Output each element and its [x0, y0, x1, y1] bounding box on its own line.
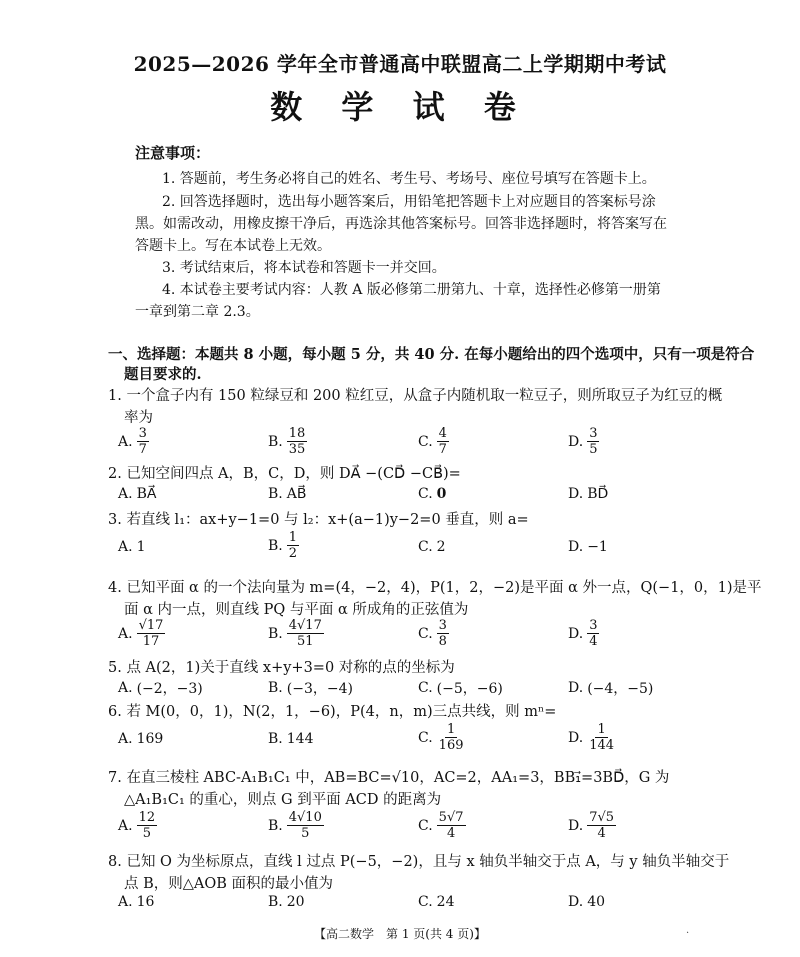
- option-a[interactable]: A. BA⃗: [118, 486, 157, 502]
- question-8-cont: 点 B，则△AOB 面积的最小值为: [124, 876, 334, 892]
- option-a[interactable]: A. $\frac{12}{5}$: [118, 810, 156, 841]
- option-d[interactable]: D. $\frac{7√5}{4}$: [568, 810, 615, 841]
- option-a[interactable]: A. 169: [118, 731, 164, 747]
- option-d[interactable]: D. $\frac{3}{4}$: [568, 618, 598, 649]
- scan-mark: ·: [686, 928, 690, 939]
- question-6: 6. 若 M(0，0，1)，N(2，1，−6)，P(4，n，m)三点共线，则 mⁿ=: [108, 704, 557, 720]
- notice-line: 3. 考试结束后，将本试卷和答题卡一并交回。: [162, 260, 446, 276]
- question-2: 2. 已知空间四点 A，B，C，D，则 DA⃗ −(CD⃗ −CB⃗)=: [108, 466, 461, 482]
- section-heading: 一、选择题：本题共 8 小题，每小题 5 分，共 40 分. 在每小题给出的四个选项中，只有一项是符合: [108, 346, 755, 363]
- option-b[interactable]: B. $\frac{1}{2}$: [268, 530, 298, 561]
- option-d[interactable]: D. BD⃗: [568, 486, 609, 502]
- option-c[interactable]: C. 24: [418, 894, 455, 910]
- notice-line: 1. 答题前，考生务必将自己的姓名、考生号、考场号、座位号填写在答题卡上。: [162, 171, 656, 187]
- option-b[interactable]: B. $\frac{4√10}{5}$: [268, 810, 322, 841]
- question-7-cont: △A₁B₁C₁ 的重心，则点 G 到平面 ACD 的距离为: [124, 792, 442, 808]
- option-c[interactable]: C. $\frac{1}{169}$: [418, 722, 464, 753]
- question-5: 5. 点 A(2，1)关于直线 x+y+3=0 对称的点的坐标为: [108, 660, 455, 676]
- question-1: 1. 一个盒子内有 150 粒绿豆和 200 粒红豆，从盒子内随机取一粒豆子，则所取豆子为红豆的概: [108, 388, 723, 404]
- option-d[interactable]: D. $\frac{1}{144}$: [568, 722, 615, 753]
- section-heading-cont: 题目要求的.: [124, 366, 202, 383]
- option-a[interactable]: A. 1: [118, 539, 146, 555]
- option-c[interactable]: C. 2: [418, 539, 446, 555]
- notice-line: 4. 本试卷主要考试内容：人教 A 版必修第二册第九、十章，选择性必修第一册第: [162, 282, 661, 298]
- notice-line: 2. 回答选择题时，选出每小题答案后，用铅笔把答题卡上对应题目的答案标号涂: [162, 194, 656, 210]
- option-c[interactable]: C. $\frac{3}{8}$: [418, 618, 447, 649]
- notice-line: 答题卡上。写在本试卷上无效。: [135, 238, 331, 254]
- question-8: 8. 已知 O 为坐标原点，直线 l 过点 P(−5，−2)，且与 x 轴负半轴交于点 A，与 y 轴负半轴交于: [108, 854, 730, 870]
- notice-heading: 注意事项：: [135, 144, 211, 162]
- question-4: 4. 已知平面 α 的一个法向量为 m=(4，−2，4)，P(1，2，−2)是平面 α 外一点，Q(−1，0，1)是平: [108, 580, 762, 596]
- question-4-cont: 面 α 内一点，则直线 PQ 与平面 α 所成角的正弦值为: [124, 602, 469, 618]
- option-a[interactable]: A. $\frac{3}{7}$: [118, 426, 147, 457]
- question-1-cont: 率为: [124, 410, 153, 426]
- option-c[interactable]: C. (−5，−6): [418, 680, 503, 697]
- option-b[interactable]: B. AB⃗: [268, 486, 307, 502]
- option-c[interactable]: C. $\frac{4}{7}$: [418, 426, 447, 457]
- option-c[interactable]: C. $\frac{5√7}{4}$: [418, 810, 464, 841]
- page-footer: 【高二数学 第 1 页(共 4 页)】: [314, 927, 486, 941]
- option-d[interactable]: D. (−4，−5): [568, 680, 654, 697]
- option-b[interactable]: B. $\frac{4√17}{51}$: [268, 618, 322, 649]
- option-b[interactable]: B. $\frac{18}{35}$: [268, 426, 306, 457]
- exam-title: 2025—2026 学年全市普通高中联盟高二上学期期中考试: [133, 52, 667, 76]
- option-a[interactable]: A. (−2，−3): [118, 680, 203, 697]
- option-b[interactable]: B. 20: [268, 894, 305, 910]
- notice-line: 一章到第二章 2.3。: [135, 304, 260, 320]
- option-b[interactable]: B. 144: [268, 731, 314, 747]
- option-d[interactable]: D. $\frac{3}{5}$: [568, 426, 598, 457]
- notice-line: 黑。如需改动，用橡皮擦干净后，再选涂其他答案标号。回答非选择题时，将答案写在: [135, 216, 667, 232]
- option-d[interactable]: D. −1: [568, 539, 608, 555]
- option-c[interactable]: C. 0: [418, 486, 447, 502]
- option-a[interactable]: A. 16: [118, 894, 155, 910]
- option-b[interactable]: B. (−3，−4): [268, 680, 353, 697]
- option-a[interactable]: A. $\frac{√17}{17}$: [118, 618, 164, 649]
- question-7: 7. 在直三棱柱 ABC-A₁B₁C₁ 中，AB=BC=√10，AC=2，AA₁=3，BB₁⃗=3BD⃗，G 为: [108, 770, 670, 786]
- option-d[interactable]: D. 40: [568, 894, 606, 910]
- exam-subtitle: 数 学 试 卷: [270, 88, 530, 126]
- question-3: 3. 若直线 l₁：ax+y−1=0 与 l₂：x+(a−1)y−2=0 垂直，则 a=: [108, 512, 529, 528]
